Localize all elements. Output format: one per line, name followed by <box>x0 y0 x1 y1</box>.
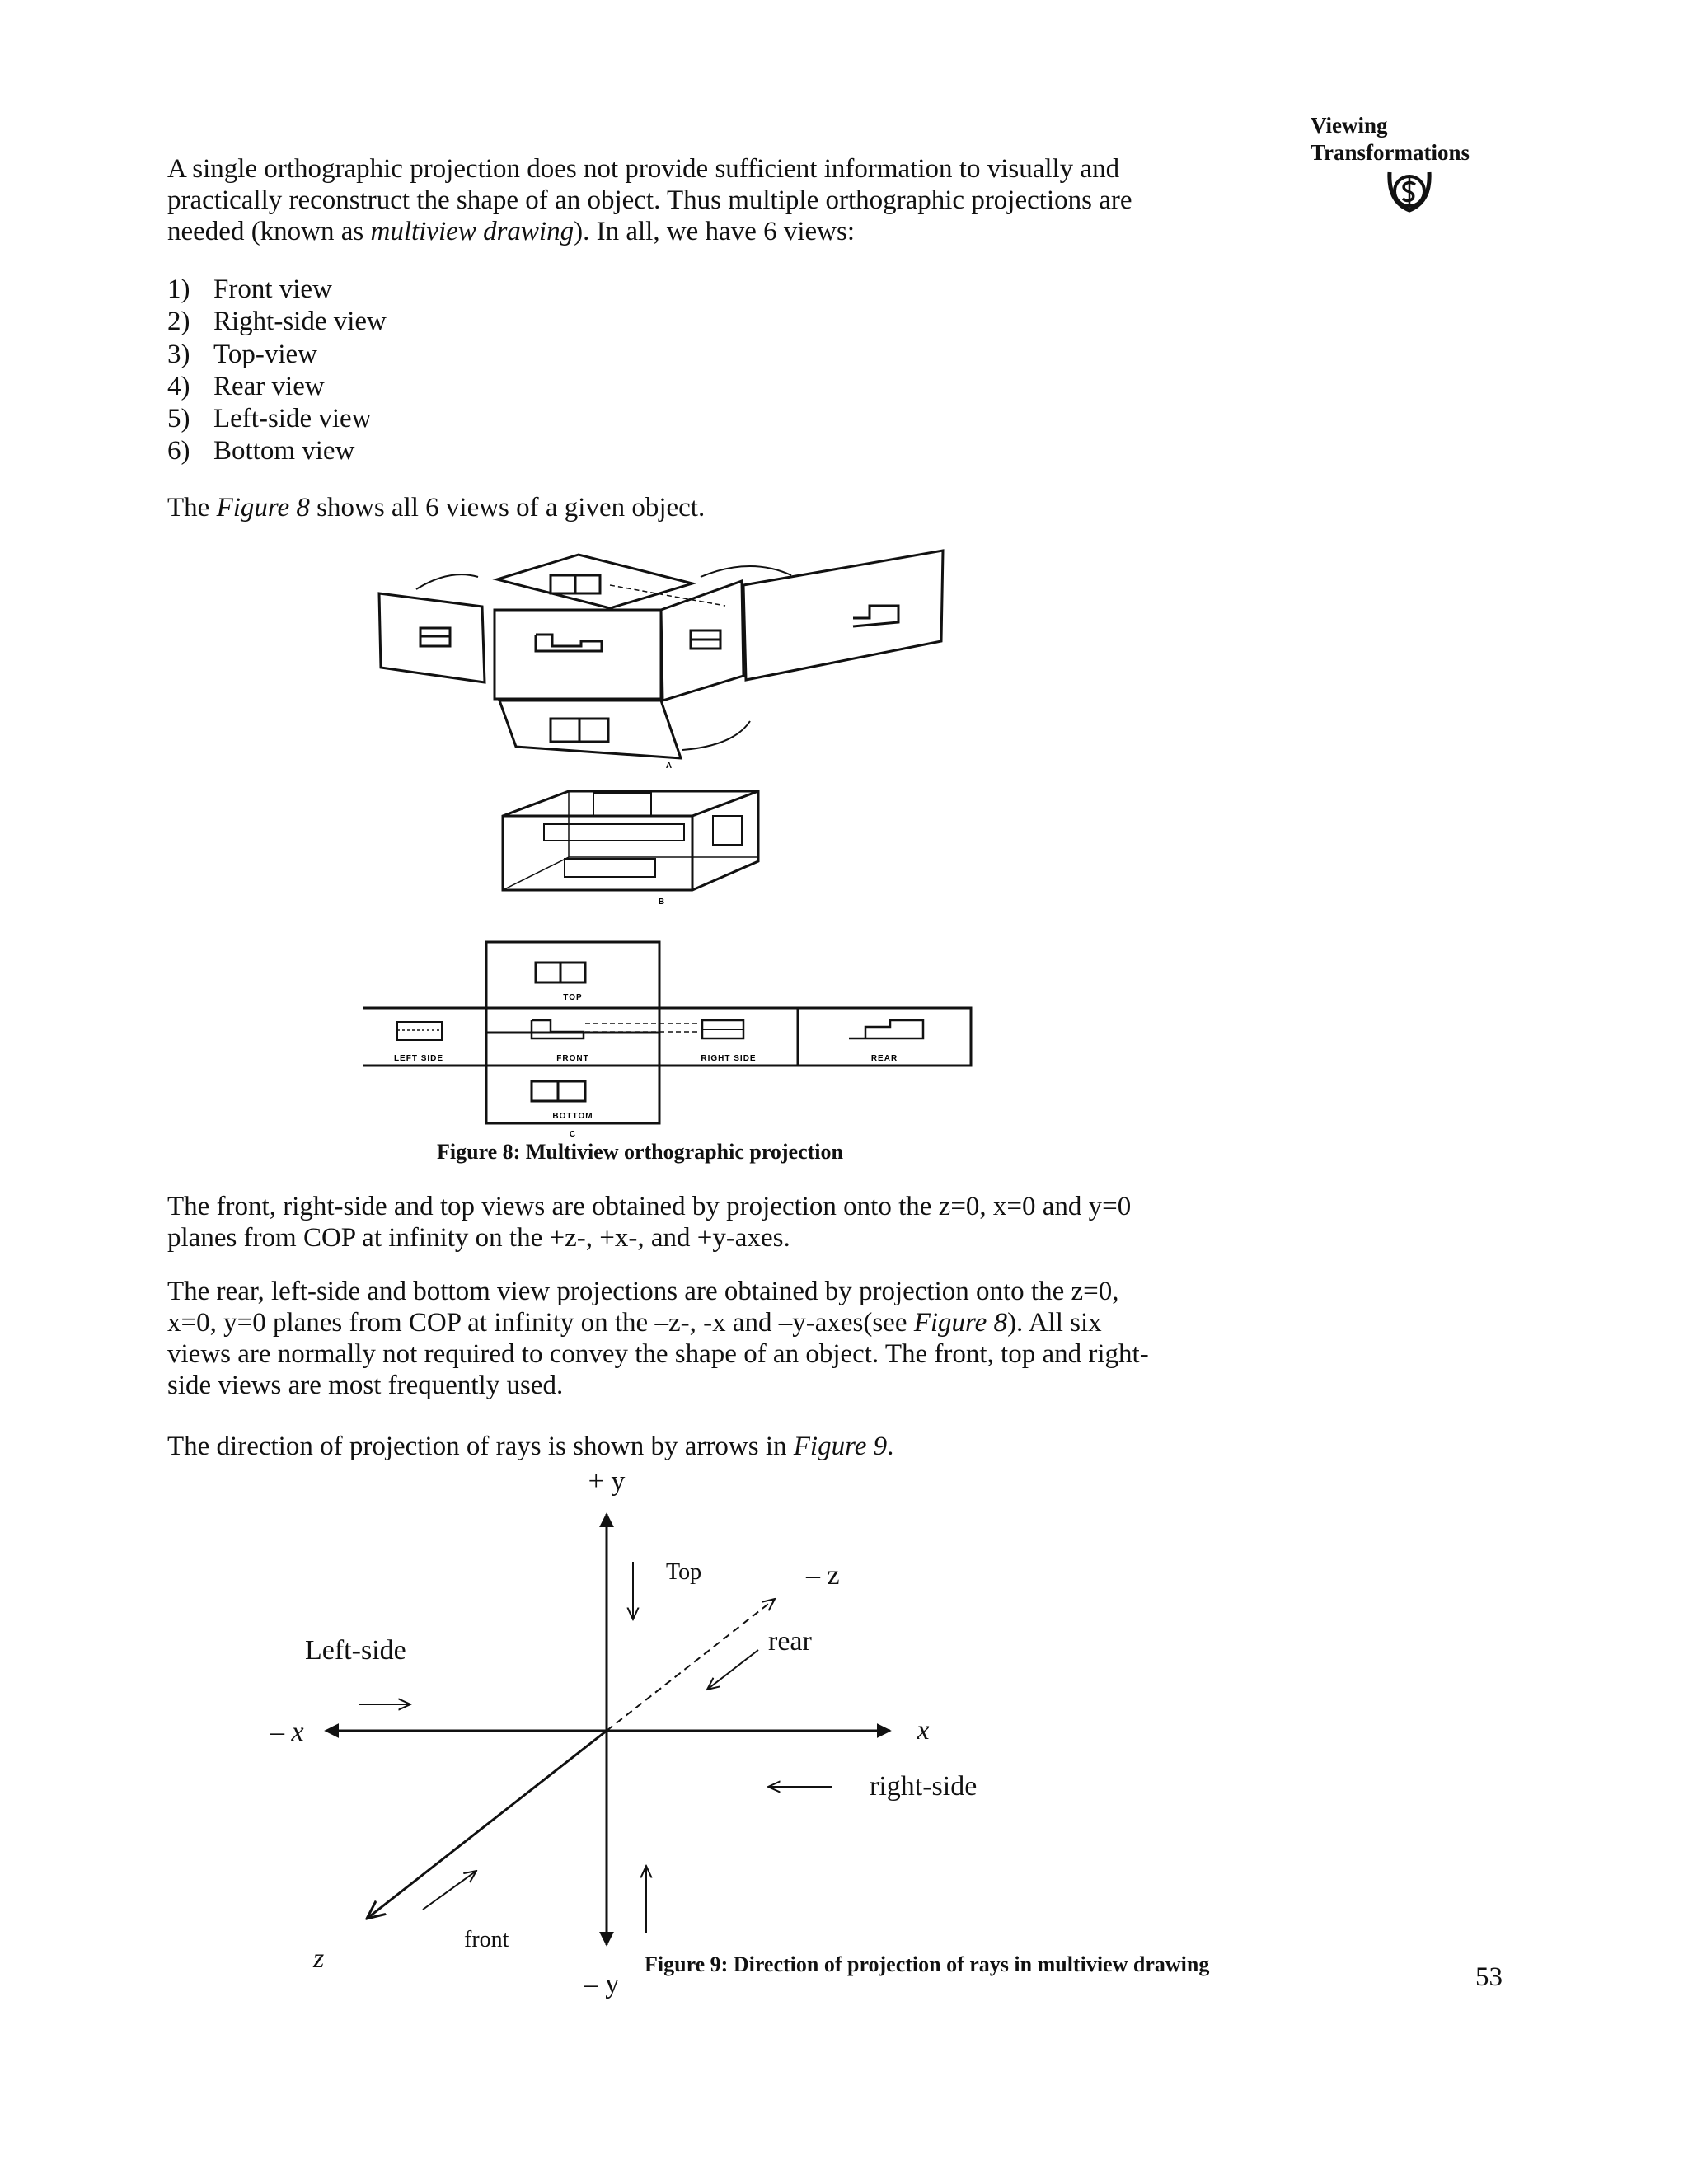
front-projection-arrow <box>423 1871 476 1910</box>
intro-text-a: A single orthographic projection does not provide sufficient information to visually and practically reconstruct the shape of an object. Thus multiple orthographic projections are needed (known as <box>167 154 1132 246</box>
figure-8-caption: Figure 8: Multiview orthographic projection <box>437 1140 843 1164</box>
plus-z-label: z <box>313 1943 325 1974</box>
rear-label: rear <box>768 1626 812 1657</box>
fig8-panel-left-label: LEFT SIDE <box>393 1054 444 1063</box>
intro-paragraph <box>167 153 1156 247</box>
list-item: 2) Right-side view <box>167 307 387 337</box>
fig8-part-b-label: B <box>658 898 666 907</box>
right-side-label: right-side <box>870 1771 978 1802</box>
figure-8-diagram <box>363 544 989 1137</box>
z-axis-negative <box>607 1599 775 1731</box>
top-label: Top <box>666 1559 702 1585</box>
projection-arrows <box>359 1562 832 1933</box>
unfolded-views-drawing <box>363 942 989 1123</box>
plus-y-label: + y <box>588 1466 626 1497</box>
unfolding-box-drawing <box>379 551 943 758</box>
intro-text-b: ). In all, we have 6 views: <box>574 217 856 246</box>
figure9-intro: The direction of projection of rays is shown by arrows in Figure 9. <box>167 1432 894 1461</box>
university-logo-icon <box>1385 169 1434 218</box>
section-title-line1: Viewing <box>1311 113 1388 138</box>
fig8-panel-front-label: FRONT <box>556 1054 589 1063</box>
views-list <box>167 274 387 468</box>
fig8-panel-bottom-label: BOTTOM <box>552 1112 593 1121</box>
section-title-line2: Transformations <box>1311 140 1470 165</box>
section-title <box>1311 112 1508 166</box>
left-side-label: Left-side <box>305 1635 406 1666</box>
figure8-intro: The Figure 8 shows all 6 views of a given object. <box>167 493 706 523</box>
list-item: 4) Rear view <box>167 371 325 401</box>
front-label: front <box>464 1927 509 1952</box>
minus-z-label: – z <box>806 1560 840 1591</box>
fig8-panel-top-label: TOP <box>563 993 583 1002</box>
intro-emphasis: multiview drawing <box>370 217 574 246</box>
minus-x-label: – x <box>270 1717 304 1747</box>
glass-box-drawing <box>503 791 758 890</box>
plus-x-label: x <box>917 1715 930 1746</box>
rear-projection-arrow <box>707 1650 758 1690</box>
list-item: 1) Front view <box>167 274 332 304</box>
fig8-panel-rear-label: REAR <box>870 1054 898 1063</box>
list-item: 6) Bottom view <box>167 436 355 466</box>
fig8-panel-right-label: RIGHT SIDE <box>701 1054 757 1063</box>
minus-y-label: – y <box>584 1969 620 1999</box>
figure-9-diagram <box>231 1459 1302 2003</box>
figure-9-caption: Figure 9: Direction of projection of rays in multiview drawing <box>645 1952 1210 1976</box>
fig8-part-c-label: C <box>569 1130 577 1137</box>
page-number: 53 <box>1475 1962 1503 1992</box>
list-item: 3) Top-view <box>167 339 317 369</box>
list-item: 5) Left-side view <box>167 404 372 434</box>
rear-views-paragraph: The rear, left-side and bottom view projections are obtained by projection onto the z=0, x=0, y=0 planes from COP at infinity on the –z-, -x and –y-axes(see Figure 8). All six views are normally not required to convey the shape of an object. The front, top and right-side views are most frequently used. <box>167 1277 1149 1400</box>
fig8-part-a-label: A <box>665 762 673 771</box>
front-views-paragraph: The front, right-side and top views are obtained by projection onto the z=0, x=0 and y=0 planes from COP at infinity on the +z-, +x-, and +y-axes. <box>167 1192 1132 1253</box>
z-axis-positive <box>367 1731 607 1919</box>
